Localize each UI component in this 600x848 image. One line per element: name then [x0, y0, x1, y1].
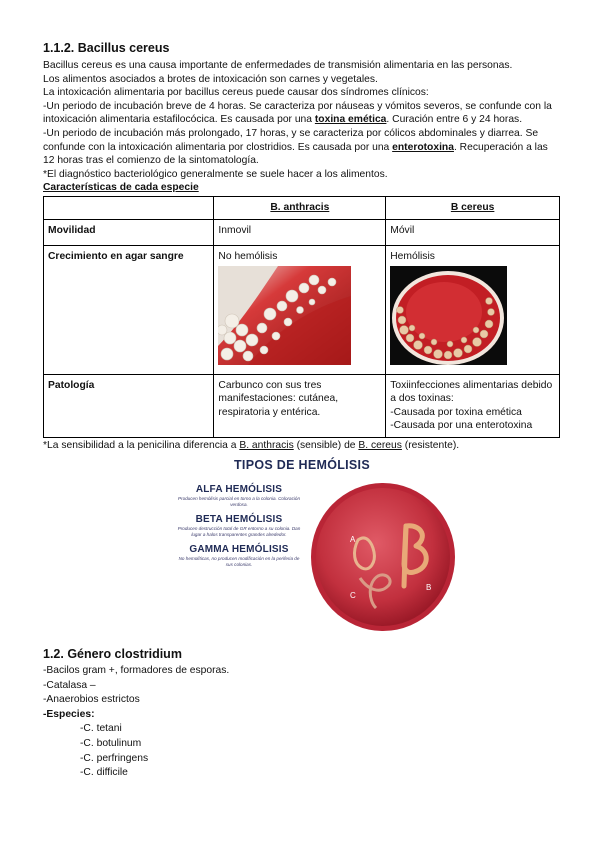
syndrome-1-toxin: toxina emética: [314, 114, 387, 126]
syndrome-2-tail: . Recuperación a las 12 horas tras el comienzo de la sintomatología.: [43, 141, 548, 167]
table-row: [44, 245, 560, 374]
cell-cereus-movilidad: Móvil: [386, 219, 560, 245]
clostridium-line-1: -Bacilos gram +, formadores de esporas.: [43, 665, 230, 677]
alpha-hemolysis-desc: Producen hemólisis parcial en torno a la colonia. Coloración verdosa.: [177, 496, 301, 508]
table-row: [44, 374, 560, 437]
cell-cereus-agar-text: Hemólisis: [390, 250, 435, 262]
table-row: [44, 219, 560, 245]
penicillin-note-mid: (sensible) de: [293, 439, 359, 451]
cell-anthracis-movilidad: Inmovil: [214, 219, 386, 245]
hemolysis-figure: [176, 482, 476, 632]
cell-anthracis-agar-text: No hemólisis: [218, 250, 278, 262]
comparison-table: [43, 196, 560, 438]
intro-paragraph-3: La intoxicación alimentaria por bacillus cereus puede causar dos síndromes clínicos:: [43, 87, 429, 99]
col-header-cereus: B cereus: [386, 196, 560, 219]
hemolysis-plate-photo: [310, 482, 456, 632]
cell-cereus-patologia: [386, 374, 560, 437]
plate-letter-b: B: [426, 583, 432, 593]
anthracis-blood-agar-photo: [218, 266, 351, 365]
cereus-blood-agar-photo: [390, 266, 507, 365]
species-item: -C. perfringens: [80, 752, 149, 764]
species-item: -C. difficile: [80, 767, 128, 779]
syndrome-1-text: -Un periodo de incubación breve de 4 horas. Se caracteriza por náuseas y vómitos severos, se confunde con la intoxicación alimentaria estafilocócica. Es causada por una: [43, 100, 552, 126]
plate-letter-a: A: [350, 535, 356, 545]
cereus-patologia-line-2: -Causada por toxina emética: [390, 406, 522, 418]
plate-letter-c: C: [350, 591, 356, 601]
intro-paragraph-2: Los alimentos asociados a brotes de intoxicación son carnes y vegetales.: [43, 73, 378, 85]
cell-anthracis-patologia: Carbunco con sus tres manifestaciones: cutánea, respiratoria y entérica.: [214, 374, 386, 437]
clostridium-title: 1.2. Género clostridium: [43, 647, 182, 662]
species-item: -C. botulinum: [80, 738, 142, 750]
penicillin-note-pre: *La sensibilidad a la penicilina diferencia a: [43, 439, 240, 451]
hemolysis-figure-title: TIPOS DE HEMÓLISIS: [234, 457, 370, 472]
beta-hemolysis-label: BETA HEMÓLISIS: [195, 514, 283, 526]
cereus-patologia-line-3: -Causada por una enterotoxina: [390, 420, 533, 432]
diagnosis-note: *El diagnóstico bacteriológico generalmente se suele hacer a los alimentos.: [43, 168, 388, 180]
penicillin-note-anthracis: B. anthracis: [239, 439, 294, 451]
row-label-agar: Crecimiento en agar sangre: [44, 245, 214, 374]
table-header-row: [44, 196, 560, 219]
row-label-movilidad: Movilidad: [44, 219, 214, 245]
cell-anthracis-agar: [214, 245, 386, 374]
table-heading: Características de cada especie: [43, 182, 199, 194]
cell-cereus-agar: [386, 245, 560, 374]
alpha-hemolysis-label: ALFA HEMÓLISIS: [195, 484, 283, 496]
intro-paragraph-1: Bacillus cereus es una causa importante de enfermedades de transmisión alimentaria en las personas.: [43, 60, 513, 71]
syndrome-2-text: -Un periodo de incubación más prolongado, 17 horas, y se caracteriza por cólicos abdominales y diarrea. Se confunde con la intoxicación alimentaria por clostridios. Es causada por una: [43, 127, 539, 153]
syndrome-1: [43, 100, 561, 127]
beta-hemolysis-desc: Producen destrucción total de GR entorno a su colonia. Dan lugar a halos transparentes grandes alrededor.: [177, 526, 301, 538]
gamma-hemolysis-label: GAMMA HEMÓLISIS: [189, 544, 289, 556]
hemolysis-legend: [176, 484, 302, 574]
row-label-patologia: Patología: [44, 374, 214, 437]
section-title: 1.1.2. Bacillus cereus: [43, 41, 170, 55]
penicillin-note: [43, 439, 561, 453]
col-header-anthracis: B. anthracis: [214, 196, 386, 219]
species-item: -C. tetani: [80, 723, 122, 735]
penicillin-note-cereus: B. cereus: [358, 439, 402, 451]
table-corner-cell: [44, 196, 214, 219]
document-page: [43, 40, 561, 780]
syndrome-1-tail: . Curación entre 6 y 24 horas.: [386, 114, 523, 126]
clostridium-line-2: -Catalasa –: [43, 679, 96, 691]
syndrome-2: [43, 127, 561, 168]
gamma-hemolysis-desc: No hemolíticas, no producen modificación en la periferia de sus colonias.: [178, 556, 300, 568]
syndrome-2-toxin: enterotoxina: [392, 141, 454, 153]
cereus-patologia-line-1: Toxiinfecciones alimentarias debido a dos toxinas:: [390, 379, 553, 405]
clostridium-line-3: -Anaerobios estrictos: [43, 694, 140, 706]
penicillin-note-post: (resistente).: [401, 439, 460, 451]
clostridium-line-4: -Especies:: [43, 708, 95, 720]
